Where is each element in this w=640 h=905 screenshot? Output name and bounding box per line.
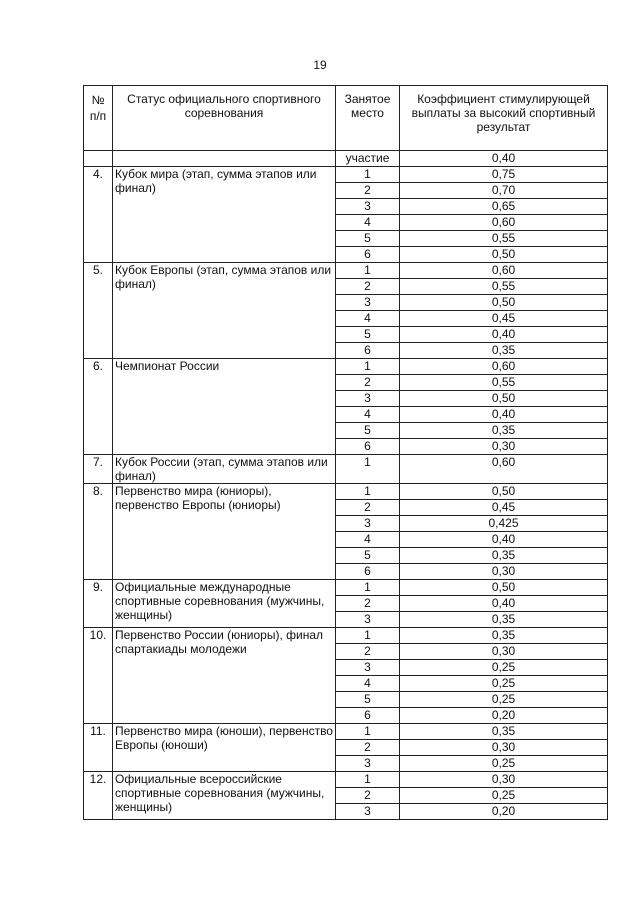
coef-cell: 0,25: [400, 676, 608, 692]
coef-cell: 0,30: [400, 564, 608, 580]
place-cell: 1: [336, 263, 400, 279]
place-cell: 6: [336, 439, 400, 455]
place-cell: 6: [336, 708, 400, 724]
coef-cell: 0,50: [400, 580, 608, 596]
place-cell: 1: [336, 772, 400, 788]
table-row: [84, 628, 608, 644]
coef-cell: 0,25: [400, 692, 608, 708]
place-cell: 4: [336, 532, 400, 548]
coef-cell: 0,20: [400, 804, 608, 820]
competition-status: Первенство мира (юноши), первенство Европы (юноши): [113, 724, 336, 772]
place-cell: 2: [336, 596, 400, 612]
coef-cell: 0,35: [400, 724, 608, 740]
competition-status: Чемпионат России: [113, 359, 336, 455]
table-row: [84, 724, 608, 740]
place-cell: 3: [336, 295, 400, 311]
coef-cell: 0,60: [400, 455, 608, 484]
competition-status: Кубок Европы (этап, сумма этапов или финал): [113, 263, 336, 359]
place-cell: 2: [336, 279, 400, 295]
coef-cell: 0,25: [400, 660, 608, 676]
status-cell: [113, 151, 336, 167]
table-row: [84, 359, 608, 375]
place-cell: 3: [336, 756, 400, 772]
place-cell: 1: [336, 484, 400, 500]
header-num: № п/п: [84, 86, 113, 151]
competition-status: Первенство России (юниоры), финал спартакиады молодежи: [113, 628, 336, 724]
place-cell: 1: [336, 724, 400, 740]
place-cell: 4: [336, 215, 400, 231]
coef-cell: 0,30: [400, 439, 608, 455]
place-cell: 5: [336, 423, 400, 439]
group-number: 6.: [84, 359, 113, 455]
coef-cell: 0,55: [400, 279, 608, 295]
place-cell: 3: [336, 391, 400, 407]
coef-cell: 0,50: [400, 247, 608, 263]
coef-cell: 0,50: [400, 295, 608, 311]
place-cell: 2: [336, 375, 400, 391]
coef-cell: 0,30: [400, 772, 608, 788]
place-cell: 6: [336, 564, 400, 580]
table-body: [84, 151, 608, 820]
place-cell: 2: [336, 500, 400, 516]
coef-cell: 0,50: [400, 484, 608, 500]
place-cell: 3: [336, 516, 400, 532]
place-cell: 5: [336, 327, 400, 343]
group-number: 7.: [84, 455, 113, 484]
coef-cell: 0,60: [400, 359, 608, 375]
place-cell: 3: [336, 199, 400, 215]
competition-status: Официальные всероссийские спортивные соревнования (мужчины, женщины): [113, 772, 336, 820]
place-cell: 1: [336, 580, 400, 596]
coef-cell: 0,60: [400, 263, 608, 279]
coef-cell: 0,40: [400, 327, 608, 343]
place-cell: участие: [336, 151, 400, 167]
coef-cell: 0,45: [400, 500, 608, 516]
coef-cell: 0,30: [400, 740, 608, 756]
coef-cell: 0,35: [400, 423, 608, 439]
group-number: 10.: [84, 628, 113, 724]
num-cell: [84, 151, 113, 167]
coef-cell: 0,60: [400, 215, 608, 231]
table-row: [84, 580, 608, 596]
place-cell: 3: [336, 804, 400, 820]
coef-cell: 0,35: [400, 548, 608, 564]
coef-cell: 0,40: [400, 532, 608, 548]
coef-cell: 0,25: [400, 756, 608, 772]
coef-cell: 0,75: [400, 167, 608, 183]
coefficient-table: [83, 85, 608, 820]
header-status: Статус официального спортивного соревнования: [113, 86, 336, 151]
coef-cell: 0,425: [400, 516, 608, 532]
place-cell: 3: [336, 612, 400, 628]
table-row: [84, 772, 608, 788]
place-cell: 6: [336, 247, 400, 263]
place-cell: 2: [336, 183, 400, 199]
header-place: Занятое место: [336, 86, 400, 151]
place-cell: 4: [336, 311, 400, 327]
coef-cell: 0,70: [400, 183, 608, 199]
coef-cell: 0,65: [400, 199, 608, 215]
place-cell: 4: [336, 407, 400, 423]
table-row: [84, 455, 608, 484]
coef-cell: 0,55: [400, 375, 608, 391]
place-cell: 3: [336, 660, 400, 676]
coef-cell: 0,35: [400, 628, 608, 644]
group-number: 12.: [84, 772, 113, 820]
coef-cell: 0,50: [400, 391, 608, 407]
place-cell: 4: [336, 676, 400, 692]
competition-status: Первенство мира (юниоры), первенство Европы (юниоры): [113, 484, 336, 580]
group-number: 9.: [84, 580, 113, 628]
place-cell: 1: [336, 628, 400, 644]
place-cell: 2: [336, 740, 400, 756]
coef-cell: 0,35: [400, 343, 608, 359]
coef-cell: 0,35: [400, 612, 608, 628]
place-cell: 1: [336, 359, 400, 375]
header-coef: Коэффициент стимулирующей выплаты за высокий спортивный результат: [400, 86, 608, 151]
place-cell: 5: [336, 231, 400, 247]
place-cell: 1: [336, 455, 400, 484]
coef-cell: 0,40: [400, 151, 608, 167]
coef-cell: 0,20: [400, 708, 608, 724]
coef-cell: 0,55: [400, 231, 608, 247]
place-cell: 1: [336, 167, 400, 183]
place-cell: 2: [336, 788, 400, 804]
table-row: [84, 484, 608, 500]
coef-cell: 0,25: [400, 788, 608, 804]
place-cell: 2: [336, 644, 400, 660]
competition-status: Кубок России (этап, сумма этапов или финал): [113, 455, 336, 484]
group-number: 4.: [84, 167, 113, 263]
coef-cell: 0,30: [400, 644, 608, 660]
coef-cell: 0,45: [400, 311, 608, 327]
table-row: [84, 263, 608, 279]
place-cell: 5: [336, 692, 400, 708]
group-number: 5.: [84, 263, 113, 359]
competition-status: Официальные международные спортивные соревнования (мужчины, женщины): [113, 580, 336, 628]
place-cell: 6: [336, 343, 400, 359]
group-number: 11.: [84, 724, 113, 772]
coef-cell: 0,40: [400, 596, 608, 612]
competition-status: Кубок мира (этап, сумма этапов или финал): [113, 167, 336, 263]
page-number: 19: [313, 58, 327, 72]
table-row: [84, 167, 608, 183]
group-number: 8.: [84, 484, 113, 580]
participation-row: [84, 151, 608, 167]
table-header-row: [84, 86, 608, 151]
place-cell: 5: [336, 548, 400, 564]
coef-cell: 0,40: [400, 407, 608, 423]
